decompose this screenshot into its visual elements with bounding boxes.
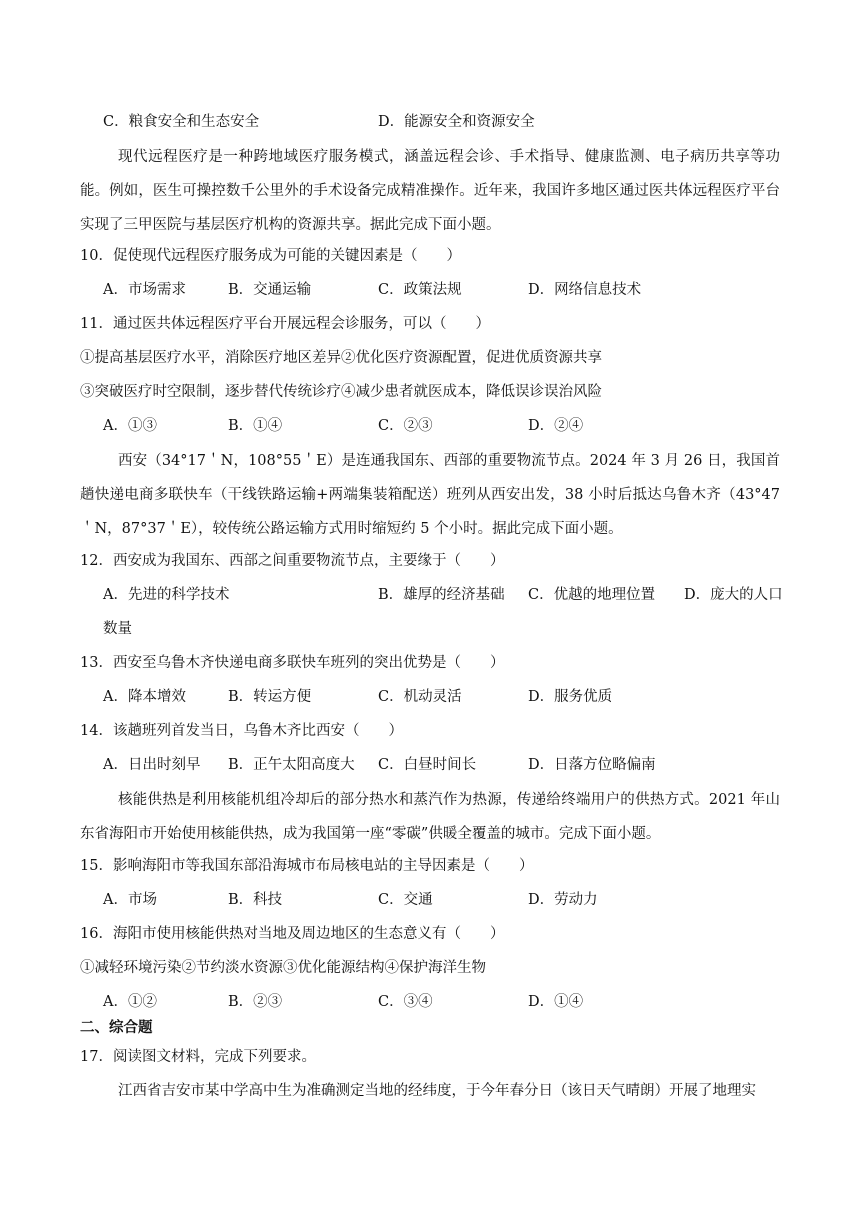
q16-items: ①减轻环境污染②节约淡水资源③优化能源结构④保护海洋生物: [80, 960, 486, 976]
q12-option-c: C．优越的地理位置: [528, 587, 656, 603]
q12-option-d-wrap: 数量: [103, 621, 132, 637]
q11-items-line2: ③突破医疗时空限制，逐步替代传统诊疗④减少患者就医成本，降低误诊误治风险: [80, 384, 602, 400]
q17-passage: 江西省吉安市某中学高中生为准确测定当地的经纬度，于今年春分日（该日天气晴朗）开展了地理实: [118, 1083, 756, 1099]
passage-nuclear-heating: 核能供热是利用核能机组冷却后的部分热水和蒸汽作为热源，传递给终端用户的供热方式。2021 年山东省海阳市开始使用核能供热，成为我国第一座“零碳”供暖全覆盖的城市。完成下面小题。: [80, 792, 780, 842]
q16-option-b: B．②③: [228, 994, 283, 1010]
q10-option-b: B．交通运输: [228, 282, 312, 298]
q16-option-c: C．③④: [378, 994, 433, 1010]
q10-stem: 10．促使现代远程医疗服务成为可能的关键因素是（ ）: [80, 248, 461, 264]
q11-option-b: B．①④: [228, 418, 283, 434]
q14-option-a: A．日出时刻早: [103, 757, 201, 773]
q11-stem: 11．通过医共体远程医疗平台开展远程会诊服务，可以（ ）: [80, 316, 490, 332]
q11-option-c: C．②③: [378, 418, 433, 434]
q16-stem: 16．海阳市使用核能供热对当地及周边地区的生态意义有（ ）: [80, 926, 505, 942]
q12-option-a: A．先进的科学技术: [103, 587, 230, 603]
q10-option-a: A．市场需求: [103, 282, 186, 298]
q16-option-d: D．①④: [528, 994, 584, 1010]
q9-option-d: D．能源安全和资源安全: [378, 114, 535, 130]
section-heading-comprehensive: 二、综合题: [80, 1019, 153, 1036]
q10-option-d: D．网络信息技术: [528, 282, 642, 298]
q15-option-c: C．交通: [378, 892, 433, 908]
q12-option-d: D．庞大的人口: [684, 587, 783, 603]
q17-stem: 17．阅读图文材料，完成下列要求。: [80, 1049, 316, 1065]
q14-option-b: B．正午太阳高度大: [228, 757, 355, 773]
passage-xian-logistics: 西安（34°17＇N，108°55＇E）是连通我国东、西部的重要物流节点。2024 年 3 月 26 日，我国首趟快递电商多联快车（干线铁路运输+两端集装箱配送）班列从西安出发，38 小时后抵达乌鲁木齐（43°47＇N，87°37＇E），较传统公路运输方式用时缩短约 5 个小时。据此完成下面小题。: [80, 453, 780, 537]
q10-option-c: C．政策法规: [378, 282, 462, 298]
q14-stem: 14．该趟班列首发当日，乌鲁木齐比西安（ ）: [80, 723, 403, 739]
q15-option-b: B．科技: [228, 892, 283, 908]
q11-option-a: A．①③: [103, 418, 157, 434]
q11-items-line1: ①提高基层医疗水平，消除医疗地区差异②优化医疗资源配置，促进优质资源共享: [80, 350, 602, 366]
q12-option-b: B．雄厚的经济基础: [378, 587, 505, 603]
q13-stem: 13．西安至乌鲁木齐快递电商多联快车班列的突出优势是（ ）: [80, 655, 505, 671]
q14-option-c: C．白昼时间长: [378, 757, 477, 773]
q15-option-a: A．市场: [103, 892, 157, 908]
q14-option-d: D．日落方位略偏南: [528, 757, 656, 773]
q12-stem: 12．西安成为我国东、西部之间重要物流节点，主要缘于（ ）: [80, 553, 505, 569]
q15-stem: 15．影响海阳市等我国东部沿海城市布局核电站的主导因素是（ ）: [80, 858, 534, 874]
q13-option-a: A．降本增效: [103, 689, 186, 705]
q13-option-d: D．服务优质: [528, 689, 613, 705]
q9-option-c: C．粮食安全和生态安全: [103, 114, 260, 130]
q13-option-b: B．转运方便: [228, 689, 312, 705]
q11-option-d: D．②④: [528, 418, 584, 434]
q15-option-d: D．劳动力: [528, 892, 598, 908]
q16-option-a: A．①②: [103, 994, 157, 1010]
q13-option-c: C．机动灵活: [378, 689, 462, 705]
passage-remote-medical: 现代远程医疗是一种跨地域医疗服务模式，涵盖远程会诊、手术指导、健康监测、电子病历共享等功能。例如，医生可操控数千公里外的手术设备完成精准操作。近年来，我国许多地区通过医共体远程医疗平台实现了三甲医院与基层医疗机构的资源共享。据此完成下面小题。: [80, 149, 780, 233]
